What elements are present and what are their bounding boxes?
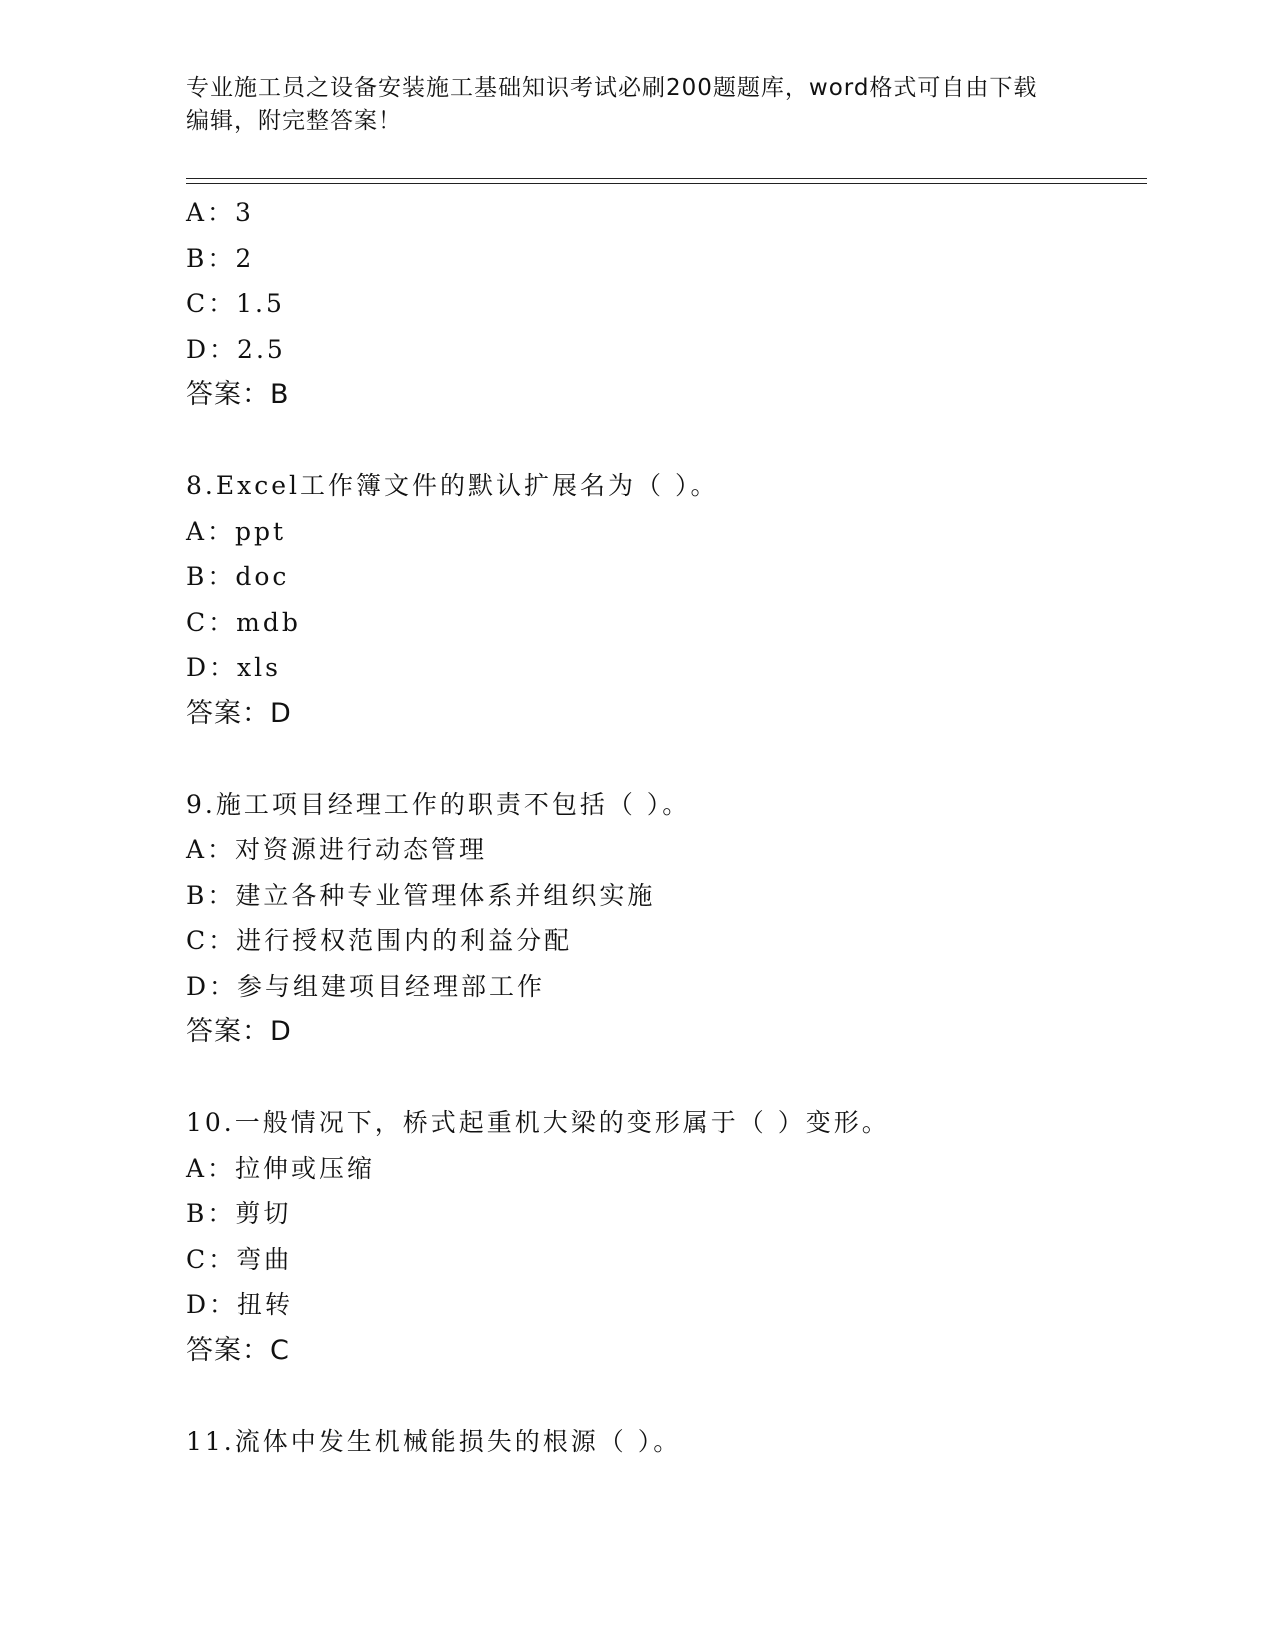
q7-answer: 答案：B (186, 379, 290, 410)
spacer (186, 1055, 1186, 1101)
q7-option-a: A：3 (186, 198, 254, 227)
q9-option-a: A：对资源进行动态管理 (186, 835, 488, 864)
question-10-block (186, 1100, 1186, 1373)
q8-answer: 答案：D (186, 697, 292, 729)
question-8-block (186, 463, 1186, 736)
q7-option-b: B：2 (186, 243, 255, 273)
q9-question: 9.施工项目经理工作的职责不包括（ ）。 (186, 789, 691, 819)
q10-question: 10.一般情况下，桥式起重机大梁的变形属于（ ）变形。 (186, 1108, 890, 1137)
q9-option-b: B：建立各种专业管理体系并组织实施 (186, 880, 656, 910)
question-list (186, 190, 1186, 1464)
q7-option-c: C：1.5 (186, 289, 285, 318)
header-divider-bottom (186, 183, 1147, 184)
q10-option-b: B：剪切 (186, 1199, 292, 1228)
q10-option-a: A：拉伸或压缩 (186, 1153, 376, 1183)
q11-question: 11.流体中发生机械能损失的根源（ ）。 (186, 1426, 682, 1456)
q9-option-d: D：参与组建项目经理部工作 (186, 971, 546, 1001)
q8-question: 8.Excel工作簿文件的默认扩展名为（ ）。 (186, 471, 719, 500)
spacer (186, 736, 1186, 782)
header-title-line1: 专业施工员之设备安装施工基础知识考试必刷200题题库，word格式可自由下载 (186, 75, 1038, 101)
q9-answer: 答案：D (186, 1016, 292, 1047)
q8-option-b: B：doc (186, 562, 290, 591)
spacer (186, 1373, 1186, 1419)
q9-option-c: C：进行授权范围内的利益分配 (186, 926, 573, 955)
q10-option-c: C：弯曲 (186, 1244, 293, 1274)
document-header (186, 72, 1086, 138)
q10-option-d: D：扭转 (186, 1290, 294, 1319)
q10-answer: 答案：C (186, 1334, 290, 1366)
q7-option-d: D：2.5 (186, 334, 286, 364)
question-9-block (186, 782, 1186, 1055)
question-11-block (186, 1419, 1186, 1465)
question-7-block (186, 190, 1186, 418)
q8-option-a: A：ppt (186, 516, 287, 546)
q8-option-d: D：xls (186, 653, 281, 682)
header-divider-top (186, 178, 1147, 179)
spacer (186, 418, 1186, 464)
q8-option-c: C：mdb (186, 607, 301, 637)
header-title-line2: 编辑，附完整答案！ (186, 108, 402, 134)
